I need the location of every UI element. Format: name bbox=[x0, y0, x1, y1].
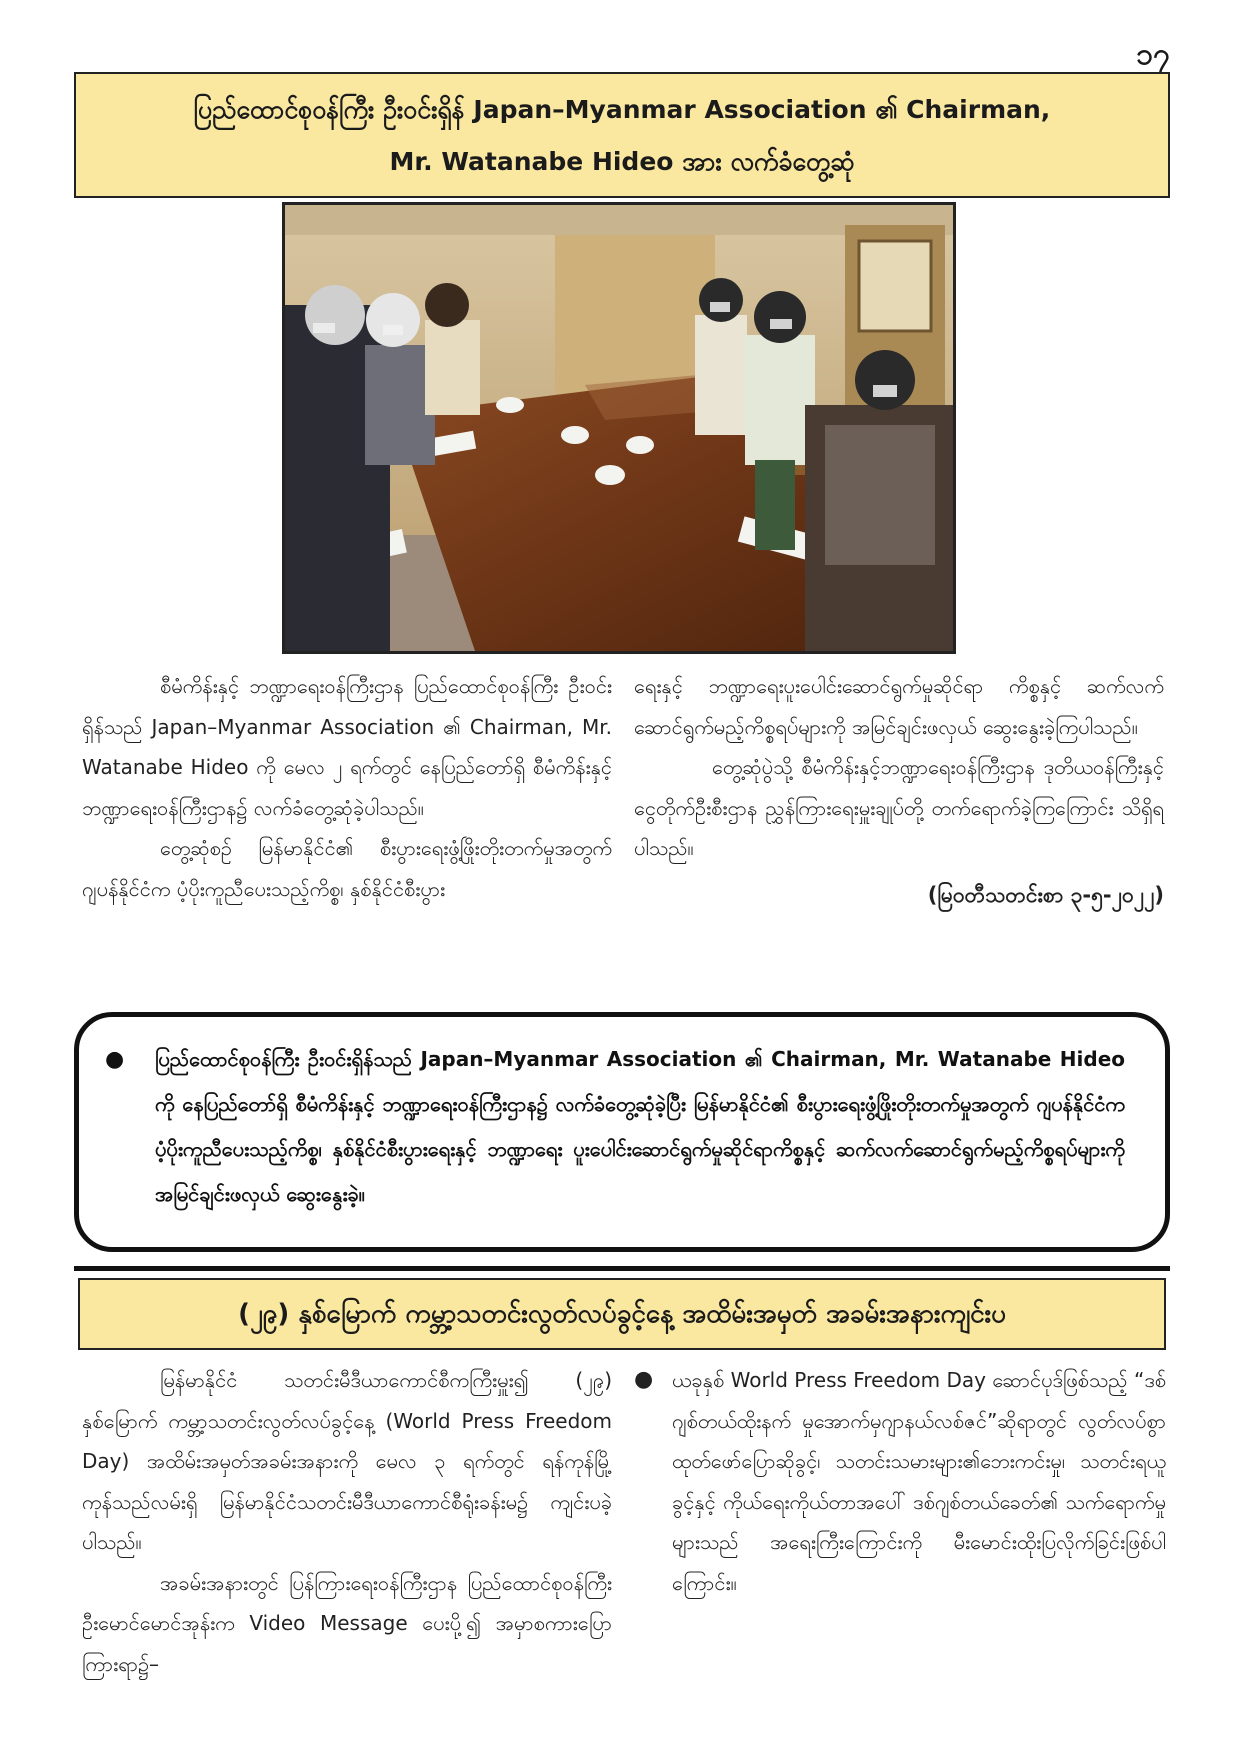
meeting-photo bbox=[282, 202, 956, 654]
bullet-icon: ● bbox=[634, 1367, 654, 1392]
bullet-icon: ● bbox=[105, 1047, 125, 1072]
article2-paragraph-1: မြန်မာနိုင်ငံ သတင်းမီဒီယာကောင်စီကကြီးမှူး၍ (၂၉) နှစ်မြောက် ကမ္ဘာ့သတင်းလွတ်လပ်ခွင့်နေ့ (World Press Freedom Day) အထိမ်းအမှတ်အခမ်းအနားကို မေလ ၃ ရက်တွင် ရန်ကုန်မြို့ ကုန်သည်လမ်းရှိ မြန်မာနိုင်ငံသတင်းမီဒီယာကောင်စီရုံးခန်းမ၌ ကျင်းပခဲ့ပါသည်။ bbox=[82, 1368, 612, 1554]
section-divider bbox=[74, 1266, 1170, 1271]
summary-text: ပြည်ထောင်စုဝန်ကြီး ဦးဝင်းရှိန်သည် Japan–Myanmar Association ၏ Chairman, Mr. Watanabe Hideo ကို နေပြည်တော်ရှိ စီမံကိန်းနှင့် ဘဏ္ဍာရေးဝန်ကြီးဌာန၌ လက်ခံတွေ့ဆုံခဲ့ပြီး မြန်မာနိုင်ငံ၏ စီးပွားရေးဖွံ့ဖြိုးတိုးတက်မှုအတွက် ဂျပန်နိုင်ငံက ပံ့ပိုးကူညီပေးသည့်ကိစ္စ၊ နှစ်နိုင်ငံစီးပွားရေးနှင့် ဘဏ္ဍာရေး ပူးပေါင်းဆောင်ရွက်မှုဆိုင်ရာကိစ္စနှင့် ဆက်လက်ဆောင်ရွက်မည့်ကိစ္စရပ်များကို အမြင်ချင်းဖလှယ် ဆွေးနွေးခဲ့။ bbox=[155, 1047, 1125, 1206]
article-title-box bbox=[74, 72, 1170, 198]
article1-right-column bbox=[634, 666, 1164, 915]
article-title-line-1: ပြည်ထောင်စုဝန်ကြီး ဦးဝင်းရှိန် Japan–Myanmar Association ၏ Chairman, bbox=[193, 95, 1051, 124]
page-number: ၁၇ bbox=[1136, 37, 1170, 72]
article1-paragraph-2: တွေ့ဆုံစဉ် မြန်မာနိုင်ငံ၏ စီးပွားရေးဖွံ့ဖြိုးတိုးတက်မှုအတွက် ဂျပန်နိုင်ငံက ပံ့ပိုးကူညီပေးသည့်ကိစ္စ၊ နှစ်နိုင်ငံစီးပွား bbox=[82, 836, 612, 901]
article2-right-column bbox=[634, 1360, 1166, 1603]
article2-title: (၂၉) နှစ်မြောက် ကမ္ဘာ့သတင်းလွတ်လပ်ခွင့်နေ့ အထိမ်းအမှတ် အခမ်းအနားကျင်းပ bbox=[238, 1299, 1006, 1329]
article1-paragraph-3: ရေးနှင့် ဘဏ္ဍာရေးပူးပေါင်းဆောင်ရွက်မှုဆိုင်ရာ ကိစ္စနှင့် ဆက်လက်ဆောင်ရွက်မည့်ကိစ္စရပ်များကို အမြင်ချင်းဖလှယ် ဆွေးနွေးခဲ့ကြပါသည်။ bbox=[634, 674, 1164, 739]
article1-source: (မြဝတီသတင်းစာ ၃-၅-၂၀၂၂) bbox=[927, 882, 1164, 907]
article1-paragraph-4: တွေ့ဆုံပွဲသို့ စီမံကိန်းနှင့်ဘဏ္ဍာရေးဝန်ကြီးဌာန ဒုတိယဝန်ကြီးနှင့် ငွေတိုက်ဦးစီးဌာန ညွှန်ကြားရေးမှူးချုပ်တို့ တက်ရောက်ခဲ့ကြကြောင်း သိရှိရပါသည်။ bbox=[634, 755, 1164, 860]
article1-left-column bbox=[82, 666, 612, 909]
article1-paragraph-1: စီမံကိန်းနှင့် ဘဏ္ဍာရေးဝန်ကြီးဌာန ပြည်ထောင်စုဝန်ကြီး ဦးဝင်းရှိန်သည် Japan–Myanmar Association ၏ Chairman, Mr. Watanabe Hideo ကို မေလ ၂ ရက်တွင် နေပြည်တော်ရှိ စီမံကိန်းနှင့်ဘဏ္ဍာရေးဝန်ကြီးဌာန၌ လက်ခံတွေ့ဆုံခဲ့ပါသည်။ bbox=[82, 674, 612, 820]
article-title-line-2: Mr. Watanabe Hideo အား လက်ခံတွေ့ဆုံ bbox=[389, 147, 855, 176]
article2-paragraph-2: အခမ်းအနားတွင် ပြန်ကြားရေးဝန်ကြီးဌာန ပြည်ထောင်စုဝန်ကြီး ဦးမောင်မောင်အုန်းက Video Message ပေးပို့၍ အမှာစကားပြောကြားရာ၌– bbox=[82, 1570, 612, 1676]
article2-title-box bbox=[78, 1278, 1166, 1350]
article2-bullet-text: ယခုနှစ် World Press Freedom Day ဆောင်ပုဒ်ဖြစ်သည့် “ဒစ်ဂျစ်တယ်ထိုးနက် မှုအောက်မှဂျာနယ်လစ်ဇင်”ဆိုရာတွင် လွတ်လပ်စွာထုတ်ဖော်ပြောဆိုခွင့်၊ သတင်းသမားများ၏ဘေးကင်းမှု၊ သတင်းရယူခွင့်နှင့် ကိုယ်ရေးကိုယ်တာအပေါ် ဒစ်ဂျစ်တယ်ခေတ်၏ သက်ရောက်မှုများသည် အရေးကြီးကြောင်းကို မီးမောင်းထိုးပြလိုက်ခြင်းဖြစ်ပါကြောင်း။ bbox=[672, 1368, 1167, 1595]
article2-left-column bbox=[82, 1360, 612, 1684]
summary-box bbox=[74, 1012, 1170, 1252]
article2-bullet-item bbox=[634, 1360, 1166, 1603]
